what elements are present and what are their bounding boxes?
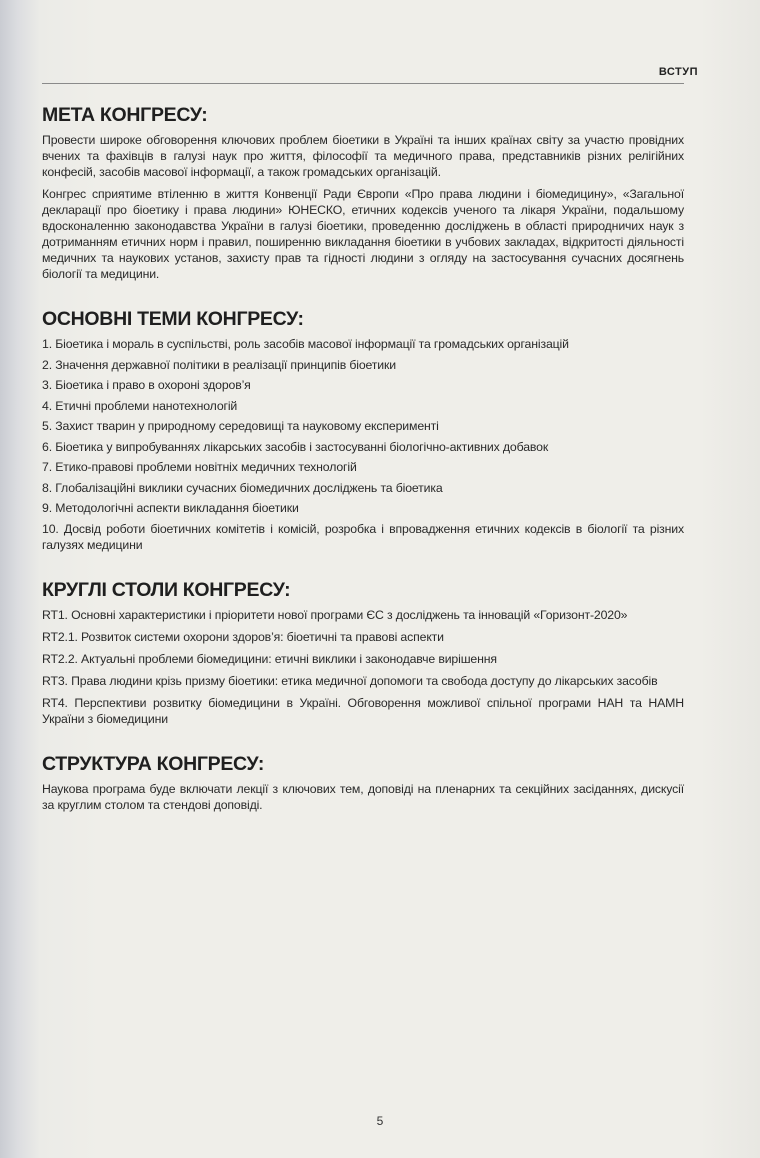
roundtable-item: RT1. Основні характеристики і пріоритети нової програми ЄС з досліджень та інновацій «Горизонт-2020» (42, 607, 628, 622)
structure-paragraph: Наукова програма буде включати лекції з ключових тем, доповіді на пленарних та секційних засіданнях, дискусії за круглим столом та стендові доповіді. (42, 781, 684, 812)
topics-section (42, 308, 684, 553)
header-rule (42, 83, 684, 84)
roundtable-item: RT3. Права людини крізь призму біоетики: етика медичної допомоги та свобода доступу до лікарських засобів (42, 673, 658, 688)
topic-item: 10. Досвід роботи біоетичних комітетів і комісій, розробка і впровадження етичних кодексів в біології та різних галузях медицини (42, 521, 684, 552)
structure-heading: СТРУКТУРА КОНГРЕСУ: (42, 752, 265, 775)
goal-paragraph: Конгрес сприятиме втіленню в життя Конвенції Ради Європи «Про права людини і біомедицину», «Загальної декларації про біоетику і права людини» ЮНЕСКО, етичних кодексів ученого та лікаря України, подальшому вдосконаленню законодавства України в галузі біоетики, проведенню досліджень в області природничих наук з дотриманням етичних норм і правил, поширенню викладання біоетики в учбових закладах, відкритості діяльності медичних та наукових установ, захисту прав та гідності людини з огляду на застосування сучасних досягнень біології та медицини. (42, 187, 684, 281)
topic-item: 8. Глобалізаційні виклики сучасних біомедичних досліджень та біоетика (42, 480, 443, 495)
goal-section (42, 104, 684, 282)
topic-item: 1. Біоетика і мораль в суспільстві, роль засобів масової інформації та громадських організацій (42, 337, 569, 351)
topic-item: 6. Біоетика у випробуваннях лікарських засобів і застосуванні біологічно-активних добавок (42, 439, 549, 454)
structure-section (42, 753, 684, 813)
roundtables-section (42, 579, 684, 727)
roundtable-item: RT2.2. Актуальні проблеми біомедицини: етичні виклики і законодавче вирішення (42, 651, 497, 666)
goal-heading: МЕТА КОНГРЕСУ: (42, 104, 208, 126)
topic-item: 7. Етико-правові проблеми новітніх медичних технологій (42, 460, 357, 474)
topic-item: 3. Біоетика і право в охороні здоров’я (42, 378, 251, 392)
topic-item: 4. Етичні проблеми нанотехнологій (42, 398, 238, 413)
roundtable-item: RT2.1. Розвиток системи охорони здоров’я: біоетичні та правові аспекти (42, 629, 444, 644)
goal-paragraph: Провести широке обговорення ключових проблем біоетики в Україні та інших країнах світу за участю провідних вчених та фахівців в галузі наук про життя, філософії та медичного права, представників різних релігійних конфесій, засобів масової інформації, а також громадських організацій. (42, 133, 684, 179)
topic-item: 5. Захист тварин у природному середовищі та науковому експерименті (42, 419, 439, 433)
roundtable-item: RT4. Перспективи розвитку біомедицини в Україні. Обговорення можливої спільної програми НАН та НАМН України з біомедицини (42, 695, 684, 726)
running-header: ВСТУП (658, 66, 698, 78)
page-number: 5 (376, 1114, 384, 1128)
roundtables-heading: КРУГЛІ СТОЛИ КОНГРЕСУ: (42, 578, 291, 601)
topic-item: 9. Методологічні аспекти викладання біоетики (42, 501, 299, 515)
topics-heading: ОСНОВНІ ТЕМИ КОНГРЕСУ: (42, 308, 304, 330)
topic-item: 2. Значення державної політики в реалізації принципів біоетики (42, 357, 396, 372)
content (42, 104, 684, 839)
